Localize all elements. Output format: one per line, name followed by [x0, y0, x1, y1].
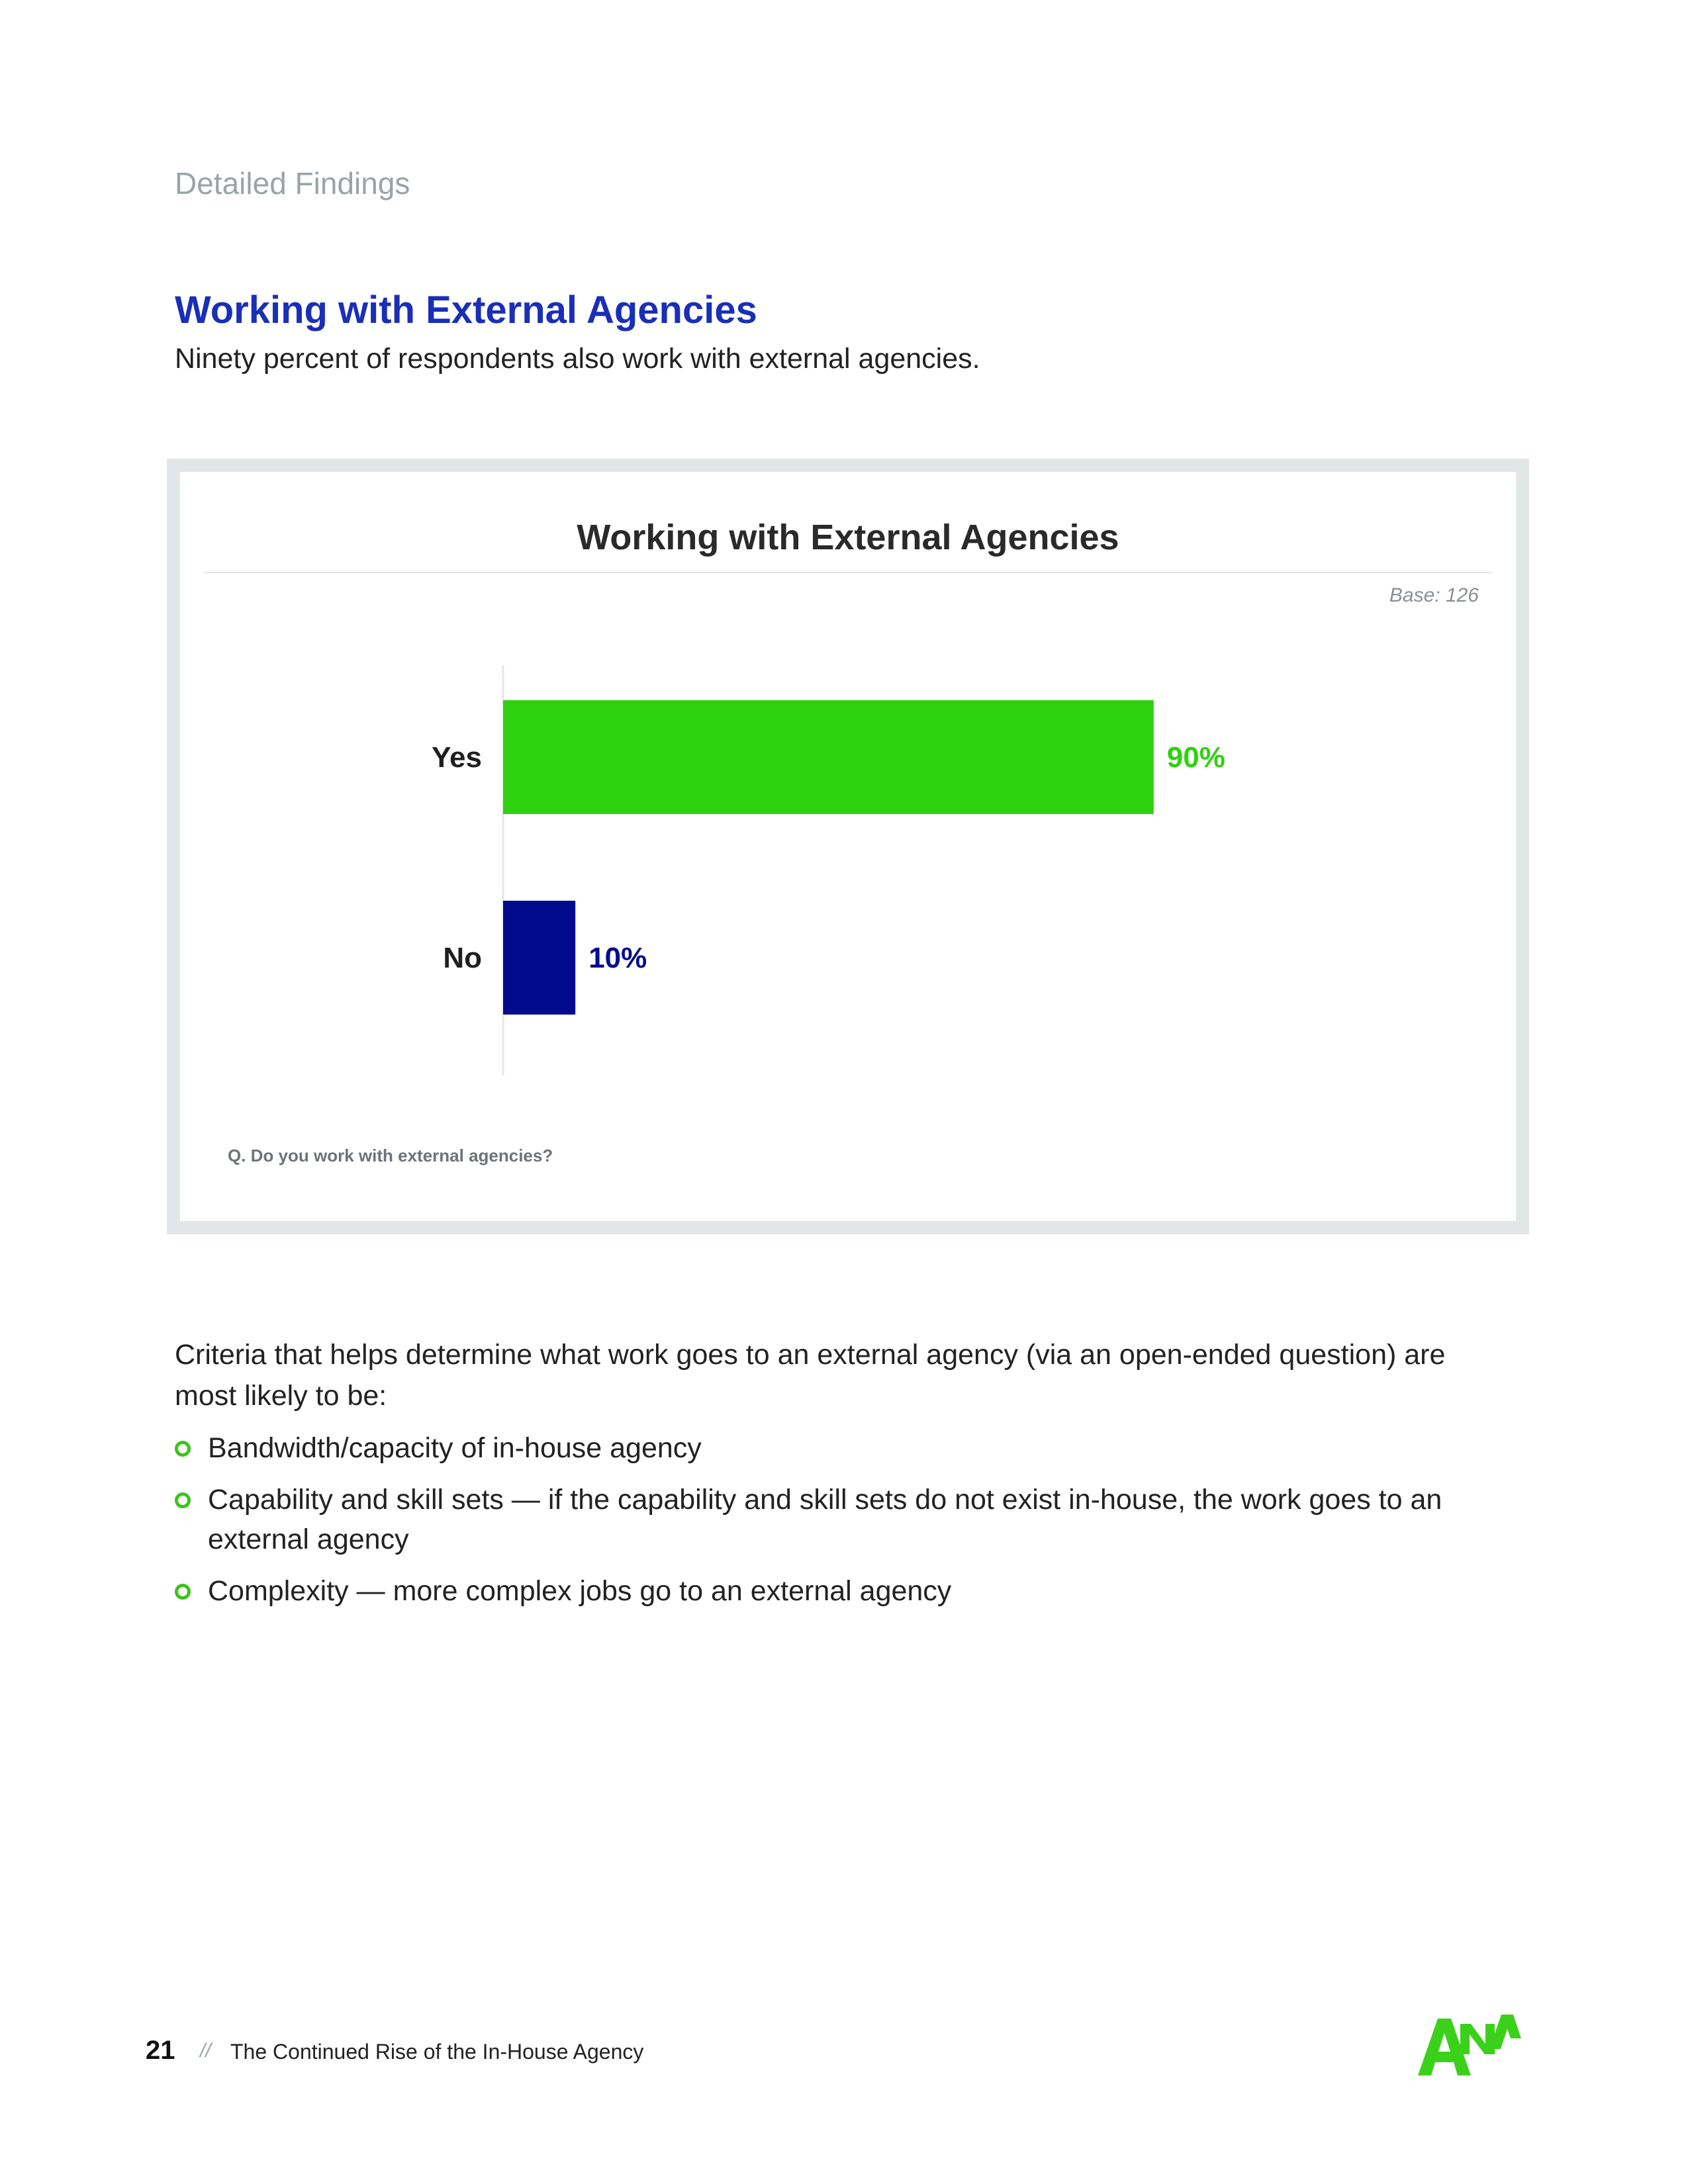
list-item [175, 1480, 1499, 1559]
list-item-text: Complexity — more complex jobs go to an external agency [208, 1575, 952, 1607]
category-label: No [443, 942, 482, 974]
chart-question: Q. Do you work with external agencies? [228, 1146, 553, 1165]
chart-bar-yes [503, 700, 1154, 814]
page-number: 21 [146, 2036, 175, 2065]
chart-bar-no [503, 901, 575, 1015]
chart-panel [180, 472, 1516, 1221]
list-item-text: Bandwidth/capacity of in-house agency [208, 1432, 702, 1464]
chart-title: Working with External Agencies [577, 518, 1119, 557]
category-label: Yes [432, 741, 482, 774]
page-heading: Working with External Agencies [175, 289, 757, 332]
page-subtitle: Ninety percent of respondents also work with external agencies. [175, 343, 980, 375]
chart-frame [167, 459, 1529, 1234]
circle-bullet-icon [175, 1584, 191, 1600]
footer-doc-title: The Continued Rise of the In-House Agency [230, 2040, 644, 2064]
criteria-intro: Criteria that helps determine what work goes to an external agency (via an open-ended question) are most likely to be: [175, 1339, 1446, 1412]
list-item-text: Capability and skill sets — if the capability and skill sets do not exist in-house, the work goes to an external agency [208, 1484, 1442, 1555]
circle-bullet-icon [175, 1441, 191, 1457]
footer-separator: // [200, 2040, 211, 2062]
value-label: 10% [588, 942, 647, 974]
ana-logo [1417, 2012, 1523, 2078]
criteria-list [175, 1428, 1499, 1623]
chart-base-note: Base: 126 [1389, 584, 1479, 606]
circle-bullet-icon [175, 1492, 191, 1508]
list-item [175, 1571, 1499, 1611]
bar-chart [180, 472, 1516, 1221]
ana-logo-icon [1418, 2015, 1521, 2075]
list-item [175, 1428, 1499, 1468]
section-label: Detailed Findings [175, 166, 410, 201]
value-label: 90% [1166, 741, 1225, 774]
